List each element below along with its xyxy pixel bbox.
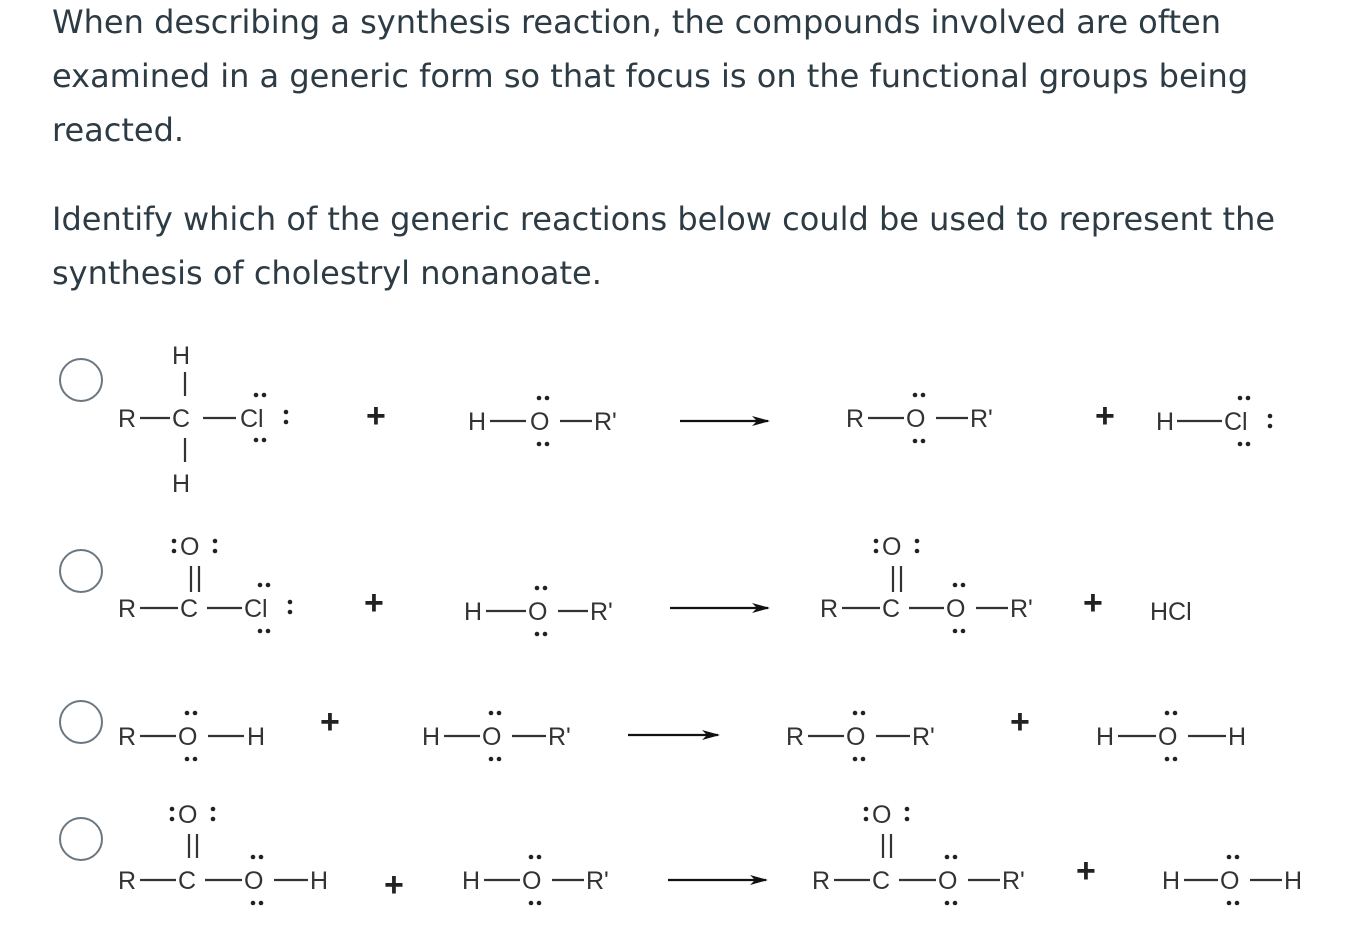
atom-label: R' [548, 723, 571, 751]
atom-label: O [178, 801, 198, 829]
atom-label: HCl [1150, 598, 1192, 626]
atom-label: R [118, 405, 137, 433]
plus-sign: + [320, 703, 340, 741]
reaction-a [118, 342, 1272, 498]
atom-label: H [1096, 723, 1115, 751]
atom-label: R [786, 723, 805, 751]
reaction-c [118, 703, 1246, 761]
atom-label: H [464, 598, 483, 626]
atom-label: H [468, 408, 487, 436]
atom-label: H [172, 470, 191, 498]
plus-sign: + [1076, 852, 1096, 890]
atom-label: O [938, 867, 958, 895]
reaction-b [118, 533, 1192, 636]
atom-label: O [482, 723, 502, 751]
atom-label: O [846, 723, 866, 751]
atom-label: O [178, 723, 198, 751]
question-paragraph-1: When describing a synthesis reaction, the compounds involved are often examined in a generic form so that focus is on the functional groups being reacted. [52, 3, 1249, 149]
atom-label: R [820, 595, 839, 623]
atom-label: O [530, 408, 550, 436]
atom-label: C [872, 867, 891, 895]
atom-label: R' [590, 598, 613, 626]
atom-label: R' [586, 867, 609, 895]
atom-label: O [522, 867, 542, 895]
atom-label: Cl [240, 405, 264, 433]
atom-label: H [462, 867, 481, 895]
atom-label: R [846, 405, 865, 433]
atom-label: R' [970, 405, 993, 433]
atom-label: R [812, 867, 831, 895]
plus-sign: + [384, 866, 404, 904]
atom-label: H [310, 867, 329, 895]
option-c-radio[interactable] [59, 700, 103, 744]
atom-label: C [178, 867, 197, 895]
reaction-d [118, 801, 1302, 905]
atom-label: H [1156, 408, 1175, 436]
plus-sign: + [364, 584, 384, 622]
atom-label: O [882, 533, 902, 561]
atom-label: O [1220, 867, 1240, 895]
atom-label: O [906, 405, 926, 433]
atom-label: H [172, 342, 191, 370]
atom-label: R' [1002, 867, 1025, 895]
atom-label: H [1228, 723, 1247, 751]
atom-label: C [882, 595, 901, 623]
atom-label: O [244, 867, 264, 895]
atom-label: H [1162, 867, 1181, 895]
plus-sign: + [1010, 703, 1030, 741]
atom-label: R' [594, 408, 617, 436]
atom-label: O [946, 595, 966, 623]
question-paragraph-2: Identify which of the generic reactions below could be used to represent the synthesis of cholestryl nonanoate. [52, 200, 1276, 292]
atom-label: C [180, 595, 199, 623]
plus-sign: + [1095, 397, 1115, 435]
atom-label: H [422, 723, 441, 751]
plus-sign: + [1083, 584, 1103, 622]
atom-label: C [172, 405, 191, 433]
atom-label: R [118, 867, 137, 895]
atom-label: R' [1010, 595, 1033, 623]
option-d-radio[interactable] [59, 817, 103, 861]
atom-label: R' [912, 723, 935, 751]
atom-label: H [1284, 867, 1303, 895]
atom-label: R [118, 723, 137, 751]
option-a-radio[interactable] [59, 358, 103, 402]
atom-label: O [528, 598, 548, 626]
atom-label: O [1158, 723, 1178, 751]
atom-label: R [118, 595, 137, 623]
option-b-radio[interactable] [59, 549, 103, 593]
atom-label: H [247, 723, 266, 751]
atom-label: O [180, 533, 200, 561]
plus-sign: + [366, 397, 386, 435]
atom-label: Cl [1224, 408, 1248, 436]
atom-label: O [872, 801, 892, 829]
atom-label: Cl [244, 595, 268, 623]
